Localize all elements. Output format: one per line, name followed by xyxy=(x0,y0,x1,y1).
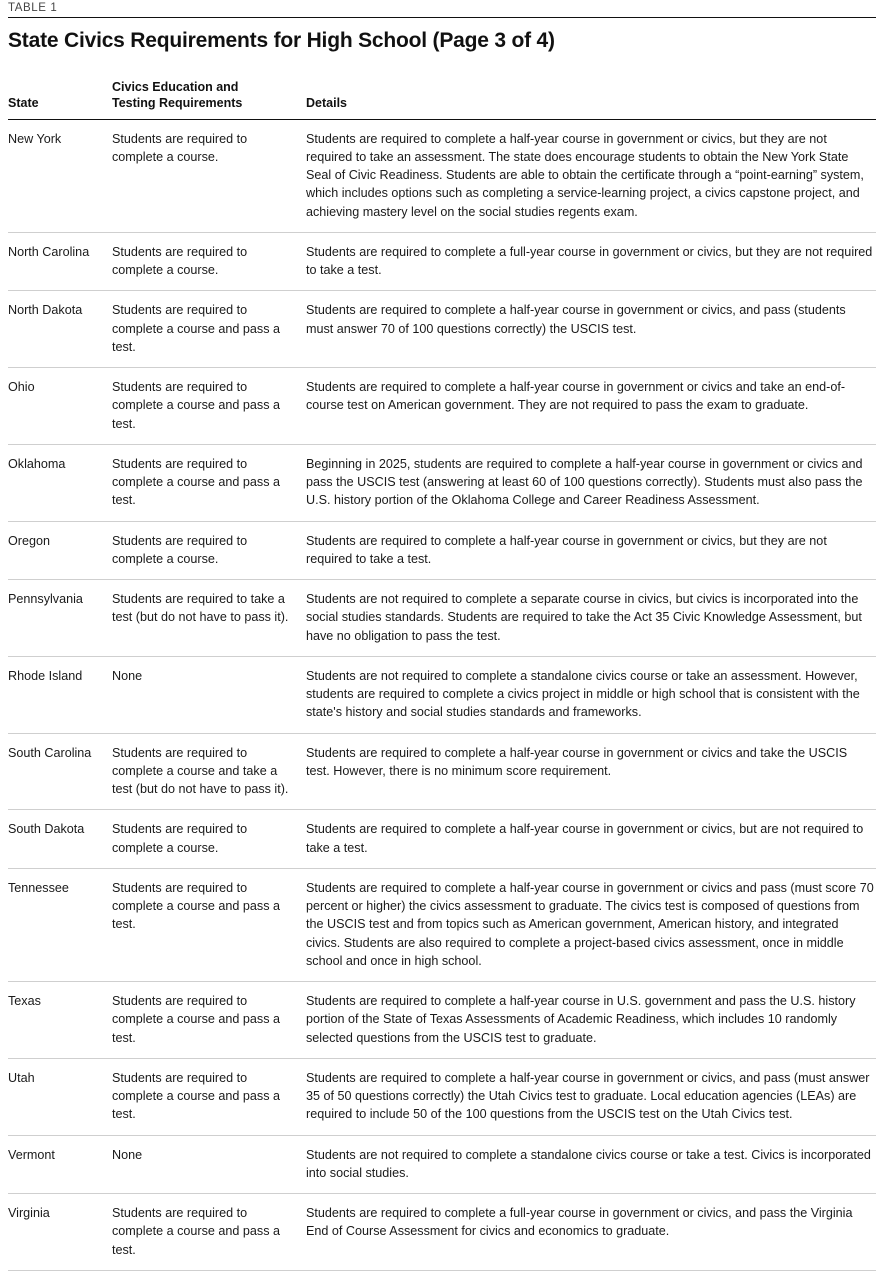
table-row xyxy=(8,291,876,368)
page-title: State Civics Requirements for High School (Page 3 of 4) xyxy=(8,29,555,52)
cell-requirements: Students are required to complete a course and pass a test. xyxy=(112,868,302,981)
cell-requirements: Students are required to complete a course and pass a test. xyxy=(112,368,302,445)
cell-state: North Dakota xyxy=(8,291,112,368)
cell-details: Students are not required to complete a standalone civics course or take a test. Civics is incorporated into social studies. xyxy=(302,1135,876,1194)
table-row xyxy=(8,580,876,657)
table-row xyxy=(8,868,876,981)
table-row xyxy=(8,982,876,1059)
cell-details: Students are not required to complete a separate course in civics, but civics is incorporated into the social studies standards. Students are required to take the Act 35 Civic Knowledge Assessment, but have no obligation to pass the test. xyxy=(302,580,876,657)
cell-requirements: Students are required to complete a course and pass a test. xyxy=(112,291,302,368)
cell-state: New York xyxy=(8,119,112,232)
table-body xyxy=(8,119,876,1270)
table-row xyxy=(8,810,876,869)
column-header-requirements-line1: Civics Education and xyxy=(112,80,239,95)
table-header-row xyxy=(8,80,876,119)
column-header-details: Details xyxy=(302,80,876,119)
cell-requirements: Students are required to take a test (but do not have to pass it). xyxy=(112,580,302,657)
cell-state: Oklahoma xyxy=(8,444,112,521)
table-row xyxy=(8,1058,876,1135)
cell-state: Virginia xyxy=(8,1194,112,1271)
table-row xyxy=(8,521,876,580)
cell-requirements: Students are required to complete a course and pass a test. xyxy=(112,1194,302,1271)
cell-details: Students are required to complete a half-year course in U.S. government and pass the U.S. history portion of the State of Texas Assessments of Academic Readiness, which includes 10 randomly selected questions from the USCIS test to graduate. xyxy=(302,982,876,1059)
cell-requirements: None xyxy=(112,656,302,733)
cell-requirements: Students are required to complete a course. xyxy=(112,521,302,580)
cell-state: Tennessee xyxy=(8,868,112,981)
table-row xyxy=(8,1135,876,1194)
cell-state: Rhode Island xyxy=(8,656,112,733)
cell-state: Ohio xyxy=(8,368,112,445)
table-row xyxy=(8,368,876,445)
cell-requirements: Students are required to complete a course and pass a test. xyxy=(112,982,302,1059)
cell-requirements: Students are required to complete a course. xyxy=(112,119,302,232)
cell-details: Students are required to complete a half-year course in government or civics, but they are not required to take an assessment. The state does encourage students to obtain the New York State Seal of Civic Readiness. Students are able to obtain the certificate through a “point-earning” system, which includes options such as completing a service-learning project, a civics capstone project, and achieving mastery level on the social studies regents exam. xyxy=(302,119,876,232)
cell-details: Students are required to complete a half-year course in government or civics, and pass (students must answer 70 of 100 questions correctly) the USCIS test. xyxy=(302,291,876,368)
cell-state: Vermont xyxy=(8,1135,112,1194)
table-label: TABLE 1 xyxy=(8,2,58,14)
cell-state: Utah xyxy=(8,1058,112,1135)
cell-details: Students are required to complete a half-year course in government or civics and take the USCIS test. However, there is no minimum score requirement. xyxy=(302,733,876,810)
table-row xyxy=(8,232,876,291)
column-header-requirements xyxy=(112,80,302,119)
civics-requirements-table xyxy=(8,80,876,1271)
cell-requirements: Students are required to complete a course. xyxy=(112,232,302,291)
cell-state: Pennsylvania xyxy=(8,580,112,657)
cell-details: Students are required to complete a full-year course in government or civics, and pass the Virginia End of Course Assessment for civics and economics to graduate. xyxy=(302,1194,876,1271)
cell-requirements: None xyxy=(112,1135,302,1194)
cell-details: Beginning in 2025, students are required to complete a half-year course in government or civics and pass the USCIS test (answering at least 60 of 100 questions correctly). Students must also pass the U.S. history portion of the Oklahoma College and Career Readiness Assessment. xyxy=(302,444,876,521)
cell-state: South Dakota xyxy=(8,810,112,869)
table-row xyxy=(8,733,876,810)
cell-state: South Carolina xyxy=(8,733,112,810)
cell-requirements: Students are required to complete a course and take a test (but do not have to pass it). xyxy=(112,733,302,810)
table-row xyxy=(8,444,876,521)
cell-state: Texas xyxy=(8,982,112,1059)
column-header-requirements-line2: Testing Requirements xyxy=(112,95,243,110)
table-row xyxy=(8,656,876,733)
cell-details: Students are required to complete a half-year course in government or civics and take an end-of-course test on American government. They are not required to pass the exam to graduate. xyxy=(302,368,876,445)
cell-details: Students are required to complete a half-year course in government or civics and pass (must score 70 percent or higher) the civics assessment to graduate. The civics test is composed of questions from the USCIS test and from topics such as American government, American history, and integrated civics. Students are also required to complete a project-based civics assessment, once in middle school and once in high school. xyxy=(302,868,876,981)
cell-state: North Carolina xyxy=(8,232,112,291)
cell-details: Students are required to complete a half-year course in government or civics, but are not required to take a test. xyxy=(302,810,876,869)
cell-details: Students are required to complete a half-year course in government or civics, but they are not required to take a test. xyxy=(302,521,876,580)
table-header xyxy=(8,80,876,119)
cell-state: Oregon xyxy=(8,521,112,580)
table-row xyxy=(8,1194,876,1271)
cell-requirements: Students are required to complete a course and pass a test. xyxy=(112,1058,302,1135)
top-divider xyxy=(8,17,876,18)
cell-requirements: Students are required to complete a course. xyxy=(112,810,302,869)
cell-details: Students are not required to complete a standalone civics course or take an assessment. However, students are required to complete a civics project in middle or high school that is consistent with the state's history and social studies standards and frameworks. xyxy=(302,656,876,733)
cell-requirements: Students are required to complete a course and pass a test. xyxy=(112,444,302,521)
cell-details: Students are required to complete a full-year course in government or civics, but they are not required to take a test. xyxy=(302,232,876,291)
column-header-state: State xyxy=(8,80,112,119)
cell-details: Students are required to complete a half-year course in government or civics, and pass (must answer 35 of 50 questions correctly) the Utah Civics test to graduate. Local education agencies (LEAs) are required to include 50 of the 100 questions from the USCIS test on the Utah Civics test. xyxy=(302,1058,876,1135)
table-row xyxy=(8,119,876,232)
